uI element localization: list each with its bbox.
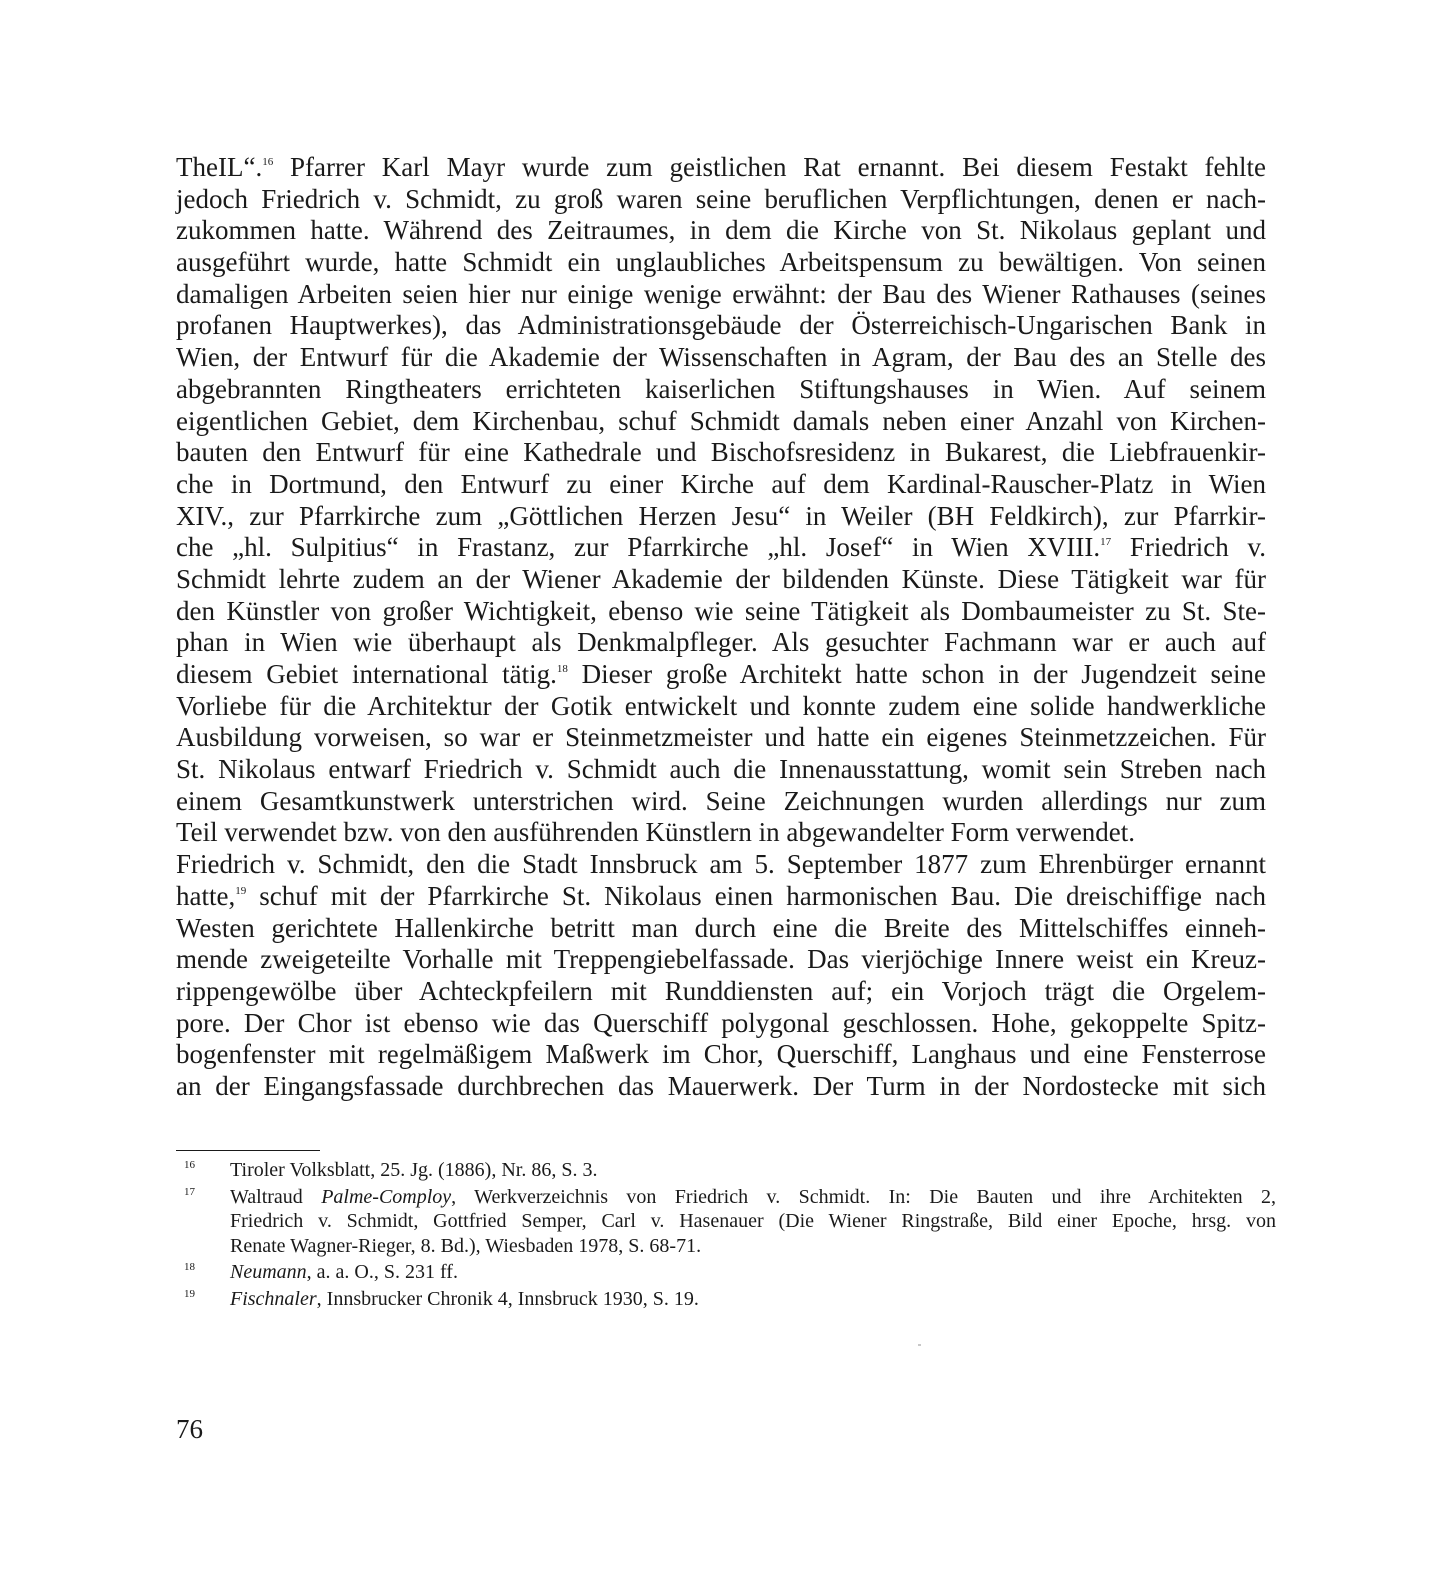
footnote-text: Renate Wagner-Rieger, 8. Bd.), Wiesbaden 1978, S. 68-71. <box>230 1234 702 1257</box>
text-line: jedoch Friedrich v. Schmidt, zu groß waren seine beruflichen Verpflichtungen, denen er nach- <box>176 183 1266 214</box>
footnote-ref-19: 19 <box>235 884 247 897</box>
author-name: Neumann <box>230 1261 307 1283</box>
text-line: einem Gesamtkunstwerk unterstrichen wird. Seine Zeichnungen wurden allerdings nur zum <box>176 785 1266 816</box>
text-line: hatte,$^{19}$ schuf mit der Pfarrkirche St. Nikolaus einen harmonischen Bau. Die dreischiffige nach <box>176 880 1266 911</box>
footnote-ref-18: 18 <box>556 663 568 675</box>
text-line: profanen Hauptwerkes), das Administrationsgebäude der Österreichisch-Ungarischen Bank in <box>176 310 1266 341</box>
text-line: Westen gerichtete Hallenkirche betritt man durch eine die Breite des Mittelschiffes einneh- <box>176 912 1266 943</box>
text-line: Teil verwendet bzw. von den ausführenden Künstlern in abgewandelter Form verwendet. <box>176 817 1136 848</box>
text-line: XIV., zur Pfarrkirche zum „Göttlichen Herzen Jesu“ in Weiler (BH Feldkirch), zur Pfarrkir- <box>176 500 1266 531</box>
footnote-text: Neumann, a. a. O., S. 231 ff. <box>230 1261 458 1283</box>
text-line: ausgeführt wurde, hatte Schmidt ein unglaubliches Arbeitspensum zu bewältigen. Von seinen <box>176 247 1266 278</box>
text-line: Ausbildung vorweisen, so war er Steinmetzmeister und hatte ein eigenes Steinmetzzeichen. Für <box>176 722 1266 753</box>
text-line: bauten den Entwurf für eine Kathedrale und Bischofsresidenz in Bukarest, die Liebfrauenkir- <box>176 437 1266 468</box>
text-line: bogenfenster mit regelmäßigem Maßwerk im Chor, Querschiff, Langhaus und eine Fensterrose <box>176 1039 1266 1070</box>
footnote-19 <box>176 1287 1276 1312</box>
footnote-ref-16: 16 <box>262 156 274 168</box>
text-line: zukommen hatte. Während des Zeitraumes, in dem die Kirche von St. Nikolaus geplant und <box>176 215 1266 246</box>
text-line: den Künstler von großer Wichtigkeit, ebenso wie seine Tätigkeit als Dombaumeister zu St. Ste- <box>176 595 1266 626</box>
author-name: Palme-Comploy <box>321 1185 452 1208</box>
text-line: St. Nikolaus entwarf Friedrich v. Schmidt auch die Innenausstattung, womit sein Streben nach <box>176 754 1266 785</box>
text-line: eigentlichen Gebiet, dem Kirchenbau, schuf Schmidt damals neben einer Anzahl von Kirchen- <box>176 405 1266 436</box>
text-line: che in Dortmund, den Entwurf zu einer Kirche auf dem Kardinal-Rauscher-Platz in Wien <box>176 468 1266 499</box>
main-text <box>176 152 1266 1103</box>
text-line: rippengewölbe über Achteckpfeilern mit Runddiensten auf; ein Vorjoch trägt die Orgelem- <box>176 975 1266 1006</box>
footnote-16 <box>176 1158 1276 1183</box>
text-line: TheIL“.$^{16}$ Pfarrer Karl Mayr wurde zum geistlichen Rat ernannt. Bei diesem Festakt fehlte <box>176 152 1266 182</box>
footnote-ref-17: 17 <box>1100 536 1112 549</box>
text-line: phan in Wien wie überhaupt als Denkmalpfleger. Als gesuchter Fachmann war er auch auf <box>176 627 1266 658</box>
page-number: 76 <box>176 1414 203 1444</box>
footnote-text: Fischnaler, Innsbrucker Chronik 4, Innsbruck 1930, S. 19. <box>230 1287 699 1310</box>
footnote-divider <box>176 1150 320 1151</box>
text-line: mende zweigeteilte Vorhalle mit Treppengiebelfassade. Das vierjöchige Innere weist ein Kreuz- <box>176 944 1266 975</box>
text-line: pore. Der Chor ist ebenso wie das Querschiff polygonal geschlossen. Hohe, gekoppelte Spitz- <box>176 1007 1266 1038</box>
author-name: Fischnaler <box>230 1287 317 1310</box>
footnote-18 <box>176 1260 1276 1285</box>
scan-speck <box>918 1344 921 1346</box>
text-line: che „hl. Sulpitius“ in Frastanz, zur Pfarrkirche „hl. Josef“ in Wien XVIII.$^{17}$ Friedrich v. <box>176 532 1266 563</box>
footnote-text: Waltraud Palme-Comploy, Werkverzeichnis von Friedrich v. Schmidt. In: Die Bauten und ihre Architekten 2, <box>230 1185 1276 1208</box>
footnote-text: Friedrich v. Schmidt, Gottfried Semper, Carl v. Hasenauer (Die Wiener Ringstraße, Bild einer Epoche, hrsg. von <box>230 1210 1276 1232</box>
text-line: Vorliebe für die Architektur der Gotik entwickelt und konnte zudem eine solide handwerkliche <box>176 690 1266 721</box>
text-line: an der Eingangsfassade durchbrechen das Mauerwerk. Der Turm in der Nordostecke mit sich <box>176 1070 1266 1101</box>
text-line: Wien, der Entwurf für die Akademie der Wissenschaften in Agram, der Bau des an Stelle des <box>176 342 1266 373</box>
text-line: abgebrannten Ringtheaters errichteten kaiserlichen Stiftungshauses in Wien. Auf seinem <box>176 373 1266 404</box>
text-line: damaligen Arbeiten seien hier nur einige wenige erwähnt: der Bau des Wiener Rathauses (seines <box>176 278 1266 309</box>
footnote-number: 18 <box>184 1261 195 1273</box>
footnote-text: Tiroler Volksblatt, 25. Jg. (1886), Nr. 86, S. 3. <box>230 1159 598 1181</box>
text-line: diesem Gebiet international tätig.$^{18}$ Dieser große Architekt hatte schon in der Jugendzeit seine <box>176 659 1266 689</box>
text-line: Schmidt lehrte zudem an der Wiener Akademie der bildenden Künste. Diese Tätigkeit war für <box>176 563 1266 594</box>
footnote-number: 16 <box>184 1159 195 1171</box>
footnote-number: 19 <box>184 1287 195 1300</box>
footnote-number: 17 <box>184 1185 195 1198</box>
text-line: Friedrich v. Schmidt, den die Stadt Innsbruck am 5. September 1877 zum Ehrenbürger ernannt <box>176 849 1266 880</box>
footnote-17 <box>176 1185 1276 1259</box>
footnotes <box>176 1158 1276 1313</box>
